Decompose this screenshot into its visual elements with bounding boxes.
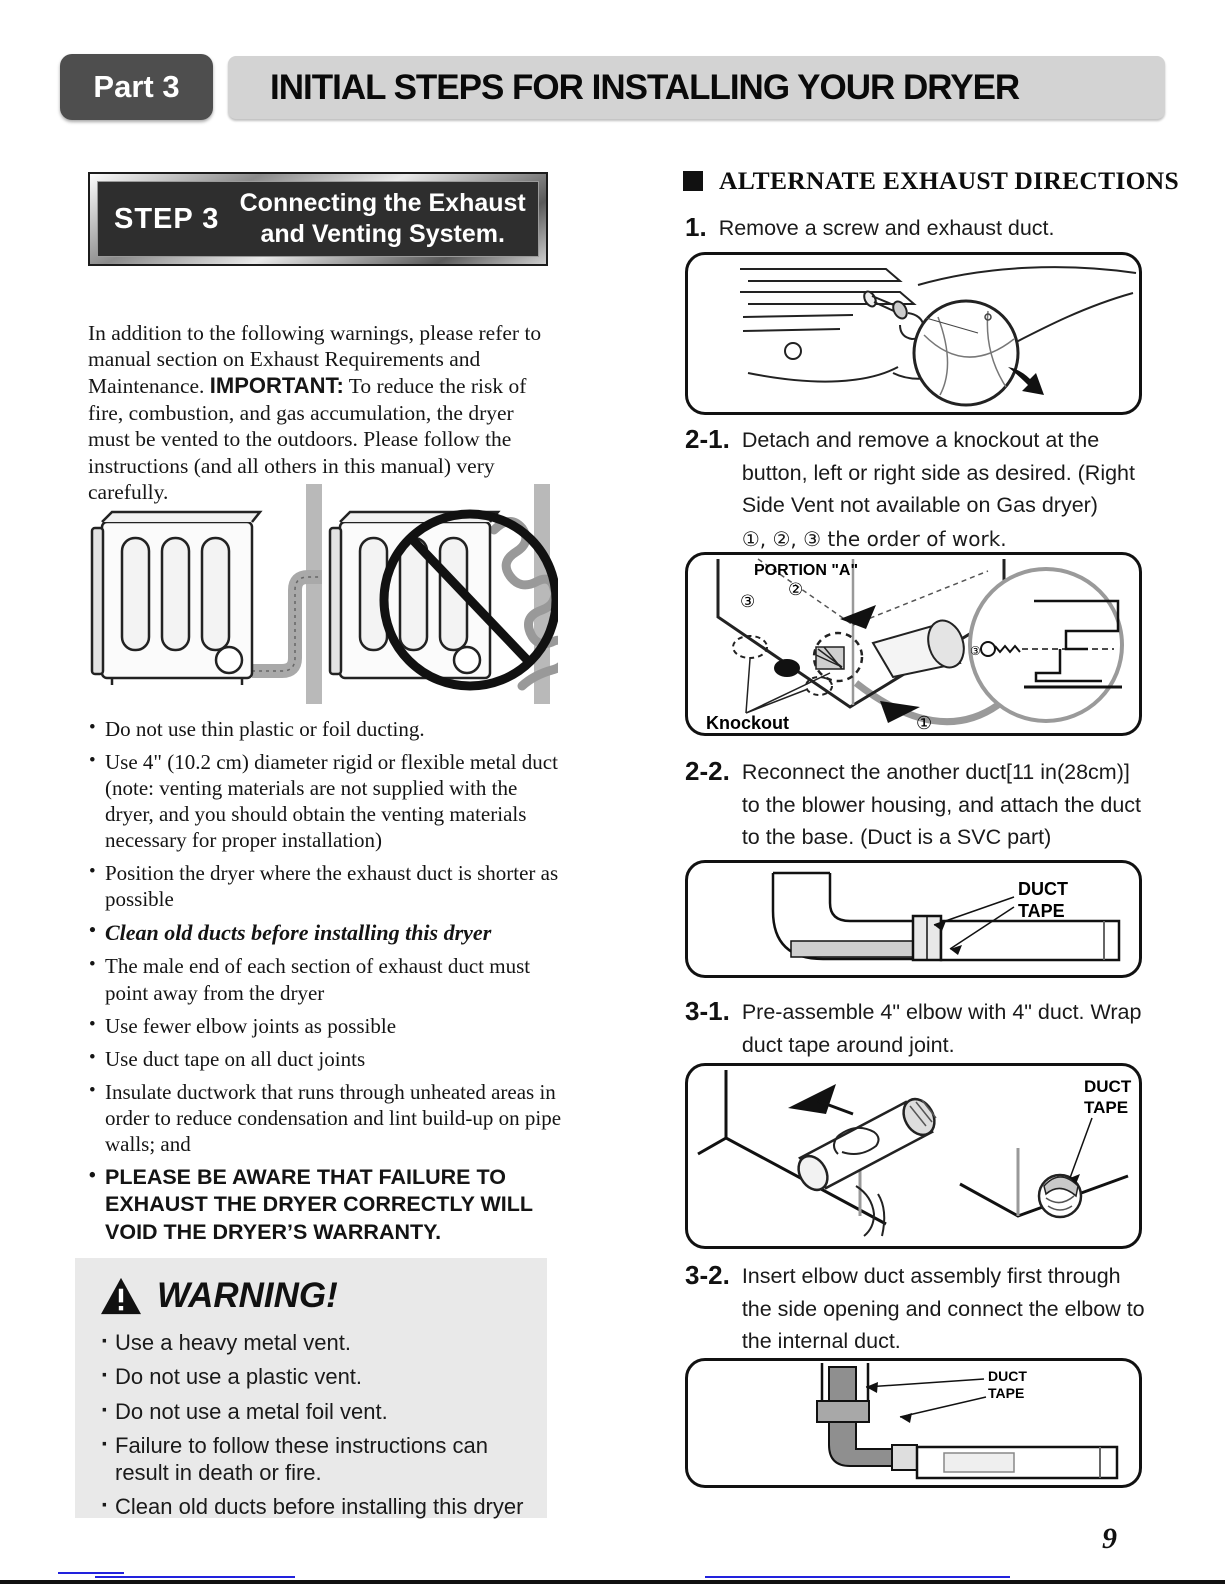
step-2-2 [685,756,1147,854]
bullet-text: Insulate ductwork that runs through unheated areas in order to reduce condensation and lint build-up on pipe walls; and [105,1079,562,1156]
warning-item [99,1494,527,1520]
dryer-side-view [92,512,260,685]
bullet-text: Use duct tape on all duct joints [105,1046,366,1071]
duct-tape-label-line2: TAPE [988,1385,1025,1401]
circled-3-small-label: ③ [970,644,981,658]
step-1 [685,212,1147,245]
warning-item [99,1399,527,1425]
circled-2-label: ② [788,580,804,600]
step-text: Insert elbow duct assembly first through the side opening and connect the elbow to the internal duct. [741,1264,1145,1354]
step-number: 3-1. [685,996,730,1026]
duct-tape-label-line2: TAPE [1018,901,1065,921]
warning-text: Do not use a plastic vent. [115,1364,363,1390]
page-title [228,56,1165,119]
duct-tape-label-line2: TAPE [1084,1098,1129,1117]
dryer-venting-illustration [82,478,558,718]
step-text: Remove a screw and exhaust duct. [718,216,1055,240]
step-label: STEP 3 [114,202,220,235]
page-number: 9 [1102,1522,1117,1555]
warning-item [99,1330,527,1356]
arrow-icon [840,605,876,629]
step-text: Reconnect the another duct[11 in(28cm)] to the blower housing, and attach the duct to the base. (Duct is a SVC part) [741,760,1142,850]
warning-text: Clean old ducts before installing this dryer [115,1493,524,1519]
figure-reconnect-duct [685,860,1142,978]
bullet-item [85,1164,567,1247]
section-title: ALTERNATE EXHAUST DIRECTIONS [719,166,1179,195]
figure-remove-screw-duct [685,252,1142,415]
section-square-icon [683,171,703,191]
bullet-text: PLEASE BE AWARE THAT FAILURE TO EXHAUST THE DRYER CORRECTLY WILL VOID THE DRYER’S WARRANTY. [105,1164,533,1244]
figure-knockout [685,552,1142,736]
arrow-icon [900,1413,912,1423]
step-number: 3-2. [685,1260,730,1290]
duct-opening-drawing [914,301,1044,405]
warning-box [75,1258,547,1518]
page-title-text: INITIAL STEPS FOR INSTALLING YOUR DRYER [270,67,1020,107]
intro-lead: In addition to the following warnings, please refer to manual section on Exhaust Requirements and Maintenance. [88,320,542,399]
step-title-line2: and Venting System. [260,220,505,248]
warning-title: WARNING! [157,1276,338,1315]
bullet-text: Use 4" (10.2 cm) diameter rigid or flexible metal duct (note: venting materials are not supplied with the dryer, and you should obtain the venting materials necessary for proper installation) [105,750,558,853]
part-label: Part 3 [93,69,180,104]
duct-tape-label-line1: DUCT [1018,879,1068,899]
warning-header [99,1276,527,1316]
step-number: 2-1. [685,424,730,454]
arrow-down-right-icon [1008,367,1044,395]
bullet-item [85,919,567,946]
step-order-line: ①, ②, ③ the order of work. [741,527,1007,552]
bullet-item [85,1079,567,1157]
figure-remove-screw-duct-drawing [688,255,1139,412]
important-label: IMPORTANT: [209,373,344,399]
circled-3-label: ③ [740,592,756,612]
step-text: Pre-assemble 4" elbow with 4" duct. Wrap duct tape around joint. [741,1000,1142,1057]
bullet-text: The male end of each section of exhaust duct must point away from the dryer [105,954,531,1005]
circled-1-label: ① [916,713,933,733]
step-title [237,188,538,251]
bullet-item [85,953,567,1005]
scan-artifact-line [58,1572,124,1574]
warning-text: Failure to follow these instructions can result in death or fire. [115,1433,488,1485]
part-badge [60,54,213,120]
bullet-text: Use fewer elbow joints as possible [105,1013,397,1038]
bullet-item [85,749,567,853]
bullet-text: Position the dryer where the exhaust duct is shorter as possible [105,861,559,912]
step-box [88,172,548,266]
duct-tape-label-line1: DUCT [1084,1077,1132,1096]
bullet-item [85,1046,567,1072]
bullet-item [85,716,567,742]
step-box-inner [97,181,539,257]
warning-text: Use a heavy metal vent. [115,1330,352,1355]
portion-a-label: PORTION "A" [754,562,859,579]
bullet-text: Do not use thin plastic or foil ducting. [105,717,425,741]
warning-list [99,1330,527,1520]
step-title-line1: Connecting the Exhaust [239,188,526,217]
step-text: Detach and remove a knockout at the button, left or right side as desired. (Right Side Vent not available on Gas dryer) [741,428,1135,518]
warning-text: Do not use a metal foil vent. [115,1398,388,1424]
exhaust-guideline-list [85,716,567,1253]
bullet-item [85,1013,567,1039]
step-number: 2-2. [685,756,730,786]
section-alternate-exhaust [683,166,1179,196]
step-number: 1. [685,212,707,242]
figure-preassemble-elbow-drawing [688,1066,1139,1246]
warning-item [99,1364,527,1390]
step-2-1 [685,424,1147,554]
figure-insert-elbow [685,1358,1142,1488]
step-3-1 [685,996,1147,1061]
screw-drawing [862,290,924,339]
bullet-item [85,860,567,912]
arrow-icon [880,701,920,723]
figure-reconnect-duct-drawing [688,863,1139,975]
step-3-2 [685,1260,1147,1358]
figure-knockout-drawing [688,555,1139,733]
knockout-label: Knockout [706,713,789,733]
duct-tape-label-line1: DUCT [988,1368,1027,1384]
bullet-text: Clean old ducts before installing this dryer [105,920,492,946]
bottom-rule [0,1580,1225,1584]
intro-rest: To reduce the risk of fire, combustion, and gas accumulation, the dryer must be vented to the outdoors. Please follow the instructions (and all others in this manual) very carefully. [88,374,527,505]
warning-triangle-icon [99,1276,143,1316]
figure-preassemble-elbow [685,1063,1142,1249]
wall-strip [306,484,322,704]
scan-artifact-line [95,1576,295,1578]
warning-item [99,1433,527,1486]
magnifier-detail-drawing [970,569,1122,721]
arrow-icon [788,1084,836,1114]
scan-artifact-line [705,1576,1010,1578]
figure-insert-elbow-drawing [688,1361,1139,1485]
